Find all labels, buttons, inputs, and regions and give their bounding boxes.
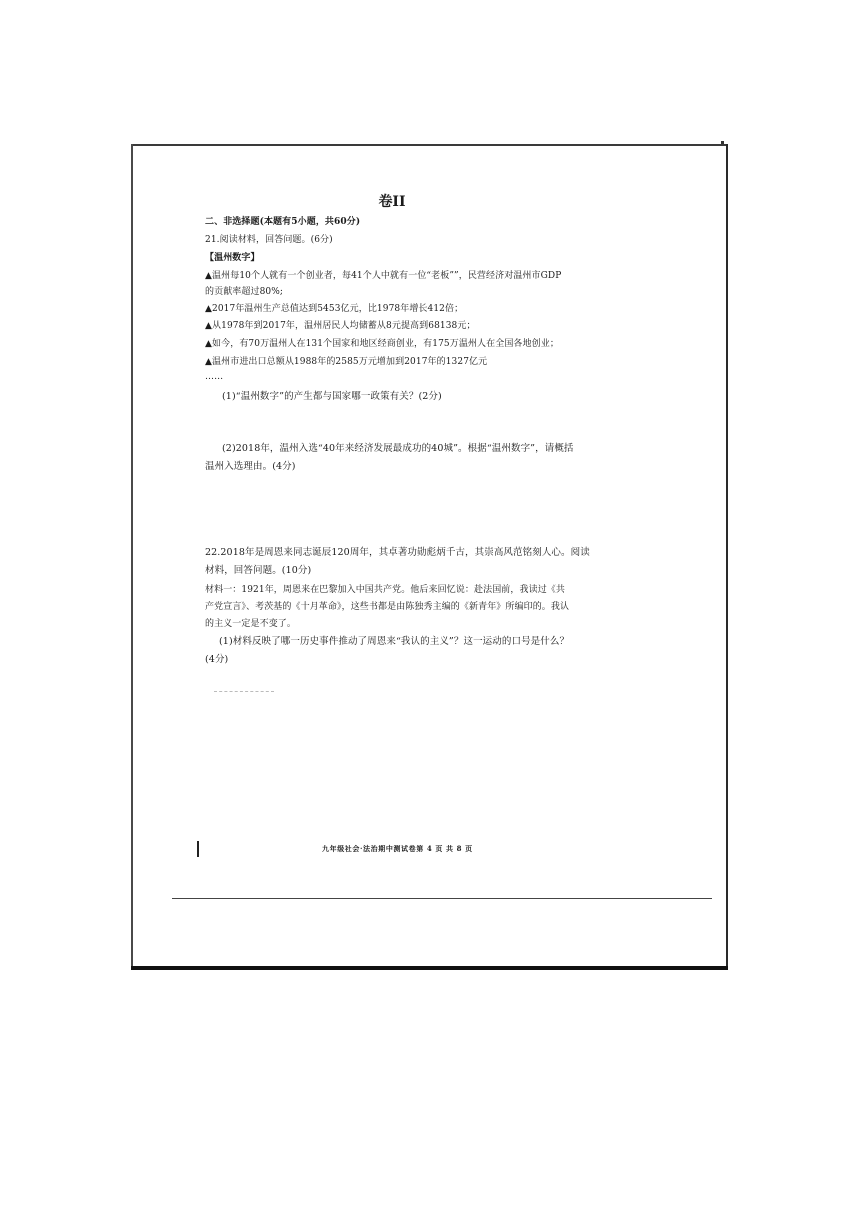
- page-title: 卷II: [378, 194, 406, 210]
- q21-sub1: (1)“温州数字”的产生都与国家哪一政策有关？(2分): [222, 391, 442, 402]
- sheet-top-edge: [132, 144, 726, 146]
- q21-bullet-2: ▲2017年温州生产总值达到5453亿元，比1978年增长412倍；: [205, 304, 464, 314]
- q22-stem-line2: 材料，回答问题。(10分): [205, 565, 312, 576]
- q21-bullet-4: ▲如今，有70万温州人在131个国家和地区经商创业，有175万温州人在全国各地创业；: [205, 339, 559, 349]
- scan-edge-mark: [197, 841, 199, 857]
- sheet-right-edge: [726, 144, 728, 970]
- q22-material-line2: 产党宣言》、考茨基的《十月革命》，这些书都是由陈独秀主编的《新青年》所编印的。我认: [205, 602, 570, 612]
- q21-stem: 21.阅读材料，回答问题。(6分): [205, 235, 333, 245]
- q22-sub1-line1: (1)材料反映了哪一历史事件推动了周恩来“我认的主义”？这一运动的口号是什么？: [219, 636, 570, 647]
- q21-bullet-3: ▲从1978年到2017年，温州居民人均储蓄从8元提高到68138元；: [205, 321, 476, 331]
- sheet-left-edge: [131, 144, 133, 970]
- q21-sub2-line2: 温州入选理由。(4分): [205, 461, 296, 472]
- q21-bullet-5: ▲温州市进出口总额从1988年的2585万元增加到2017年的1327亿元: [205, 357, 488, 367]
- q21-material-heading: 【温州数字】: [205, 253, 260, 263]
- q22-material-line3: 的主义一定是不变了。: [205, 619, 297, 629]
- answer-line-faint: [214, 691, 274, 692]
- scan-speck: [721, 141, 724, 144]
- q22-stem-line1: 22.2018年是周恩来同志诞辰120周年，其卓著功勋彪炳千古，其崇高风范铭刻人心。阅读: [205, 547, 590, 558]
- page-footer: 九年级社会·法治期中测试卷第 4 页 共 8 页: [322, 844, 473, 853]
- q22-material-line1: 材料一：1921年，周恩来在巴黎加入中国共产党。他后来回忆说：赴法国前，我读过《共: [205, 585, 566, 595]
- q21-sub2-line1: (2)2018年，温州入选“40年来经济发展最成功的40城”。根据“温州数字”，请概括: [222, 443, 574, 454]
- q21-ellipsis: ……: [205, 372, 224, 382]
- section-heading: 二、非选择题(本题有5小题，共60分): [205, 217, 361, 227]
- q22-sub1-line2: (4分): [205, 654, 229, 665]
- q21-bullet-1: ▲温州每10个人就有一个创业者，每41个人中就有一位“老板””，民营经济对温州市GDP: [205, 271, 562, 281]
- q21-bullet-1-cont: 的贡献率超过80%;: [205, 287, 284, 297]
- sheet-bottom-edge: [131, 966, 728, 970]
- footer-rule: [172, 898, 712, 899]
